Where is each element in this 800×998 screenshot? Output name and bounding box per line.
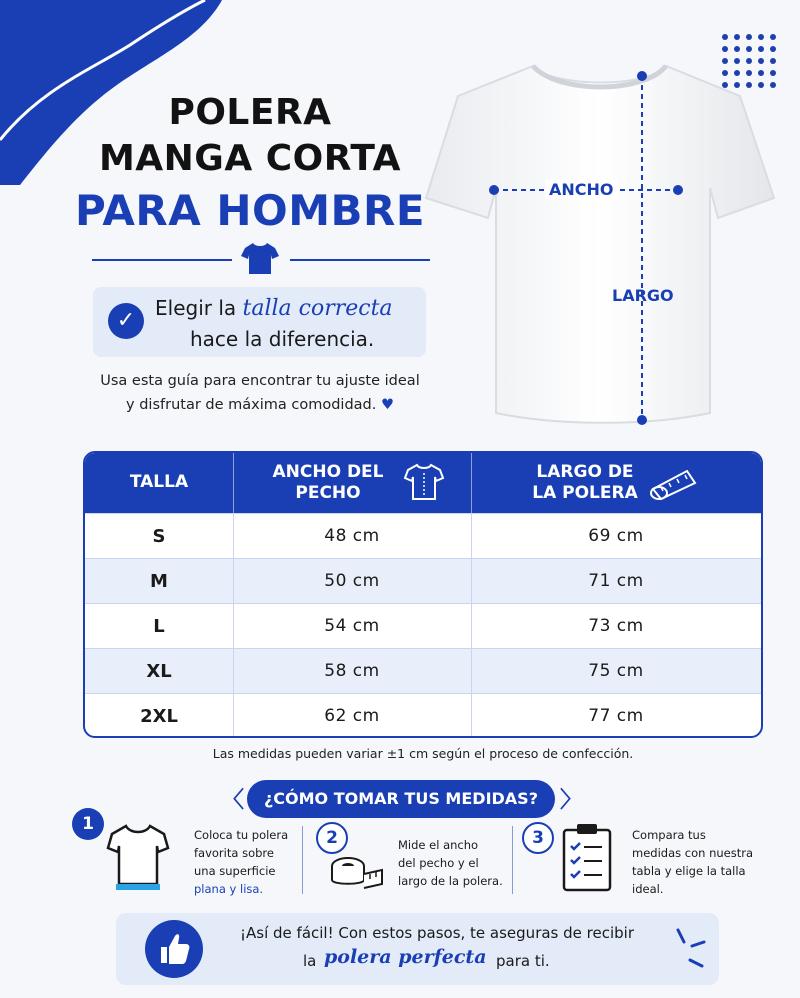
header-ancho-line-1: ANCHO DEL — [272, 462, 384, 482]
table-footnote: Las medidas pueden variar ±1 cm según el proceso de confección. — [212, 746, 634, 761]
banner-bracket-left: 〈 — [222, 788, 245, 813]
step-2-text — [398, 836, 503, 890]
step-3-text — [632, 826, 753, 898]
cell-size: M — [150, 571, 168, 592]
cell-size: 2XL — [140, 706, 178, 727]
step-3-line-2: medidas con nuestra — [632, 846, 753, 860]
banner-bracket-right: 〉 — [560, 788, 583, 813]
step-2-number: 2 — [316, 822, 348, 854]
step-3-number: 3 — [522, 822, 554, 854]
thumbs-up-icon — [145, 920, 203, 978]
header-ancho-line-2: PECHO — [295, 483, 361, 503]
header-largo-line-2: LA POLERA — [532, 483, 638, 503]
cell-largo: 75 cm — [588, 661, 644, 681]
step-1-line-1: Coloca tu polera — [194, 828, 289, 842]
step-2-line-3: largo de la polera. — [398, 874, 503, 888]
table-row — [85, 513, 761, 558]
tshirt-icon — [240, 240, 280, 276]
step-3-line-1: Compara tus — [632, 828, 706, 842]
step-separator — [302, 826, 303, 894]
bottom-line-2-prefix: la — [303, 952, 317, 970]
cell-ancho: 54 cm — [324, 616, 380, 636]
title-line-3: PARA HOMBRE — [74, 186, 426, 235]
table-row — [85, 603, 761, 648]
header-largo — [515, 462, 655, 504]
callout-line-1 — [155, 296, 393, 321]
header-ancho — [253, 462, 403, 504]
tshirt-measurement-diagram — [418, 48, 780, 443]
table-row — [85, 558, 761, 603]
column-separator — [233, 513, 234, 738]
check-circle-icon: ✓ — [108, 303, 144, 339]
title-line-2: MANGA CORTA — [98, 138, 401, 179]
ancho-label: ANCHO — [545, 180, 618, 199]
tape-roll-icon — [328, 852, 384, 896]
step-3-line-3: tabla y elige la talla — [632, 864, 746, 878]
cell-size: L — [153, 616, 165, 637]
cell-ancho: 48 cm — [324, 526, 380, 546]
header-separator — [471, 453, 472, 513]
callout-prefix: Elegir la — [155, 296, 243, 320]
bottom-line-1: ¡Así de fácil! Con estos pasos, te aseguras de recibir — [240, 924, 634, 942]
heart-icon: ♥ — [380, 397, 394, 413]
callout-emphasis: talla correcta — [242, 296, 393, 321]
title-divider-right — [290, 259, 430, 261]
header-talla: TALLA — [129, 472, 189, 492]
step-1-line-2: favorita sobre — [194, 846, 274, 860]
cell-ancho: 50 cm — [324, 571, 380, 591]
cell-largo: 77 cm — [588, 706, 644, 726]
cell-size: XL — [146, 661, 172, 682]
cell-largo: 73 cm — [588, 616, 644, 636]
clipboard-checklist-icon — [560, 822, 614, 892]
title-line-1: POLERA — [168, 92, 332, 133]
intro-line-2-text: y disfrutar de máxima comodidad. — [126, 397, 377, 413]
folded-tshirt-icon — [106, 822, 170, 892]
table-row — [85, 648, 761, 693]
step-2-line-1: Mide el ancho — [398, 838, 479, 852]
table-header — [85, 453, 761, 513]
tshirt-outline-icon — [403, 461, 445, 503]
step-1-number: 1 — [72, 808, 104, 840]
howto-banner: ¿CÓMO TOMAR TUS MEDIDAS? — [247, 780, 555, 818]
cell-largo: 69 cm — [588, 526, 644, 546]
title-divider-left — [92, 259, 232, 261]
step-1-line-3: una superficie — [194, 864, 276, 878]
largo-label: LARGO — [612, 286, 674, 305]
callout-line-2: hace la diferencia. — [190, 327, 375, 351]
measuring-tape-icon — [649, 465, 699, 503]
cell-largo: 71 cm — [588, 571, 644, 591]
step-1-text — [194, 826, 288, 898]
cell-size: S — [152, 526, 166, 547]
size-table — [83, 451, 763, 738]
intro-line-2 — [40, 397, 480, 413]
bottom-emphasis: polera perfecta — [324, 946, 487, 968]
bottom-line-2-suffix: para ti. — [496, 952, 550, 970]
column-separator — [471, 513, 472, 738]
sparkle-lines-icon — [670, 928, 706, 970]
cell-ancho: 62 cm — [324, 706, 380, 726]
step-2-line-2: del pecho y el — [398, 856, 479, 870]
intro-line-1: Usa esta guía para encontrar tu ajuste ideal — [100, 373, 420, 389]
header-separator — [233, 453, 234, 513]
header-largo-line-1: LARGO DE — [536, 462, 634, 482]
cell-ancho: 58 cm — [324, 661, 380, 681]
table-row — [85, 693, 761, 738]
step-3-line-4: ideal. — [632, 882, 664, 896]
step-1-emphasis: plana y lisa. — [194, 882, 264, 896]
step-separator — [512, 826, 513, 894]
